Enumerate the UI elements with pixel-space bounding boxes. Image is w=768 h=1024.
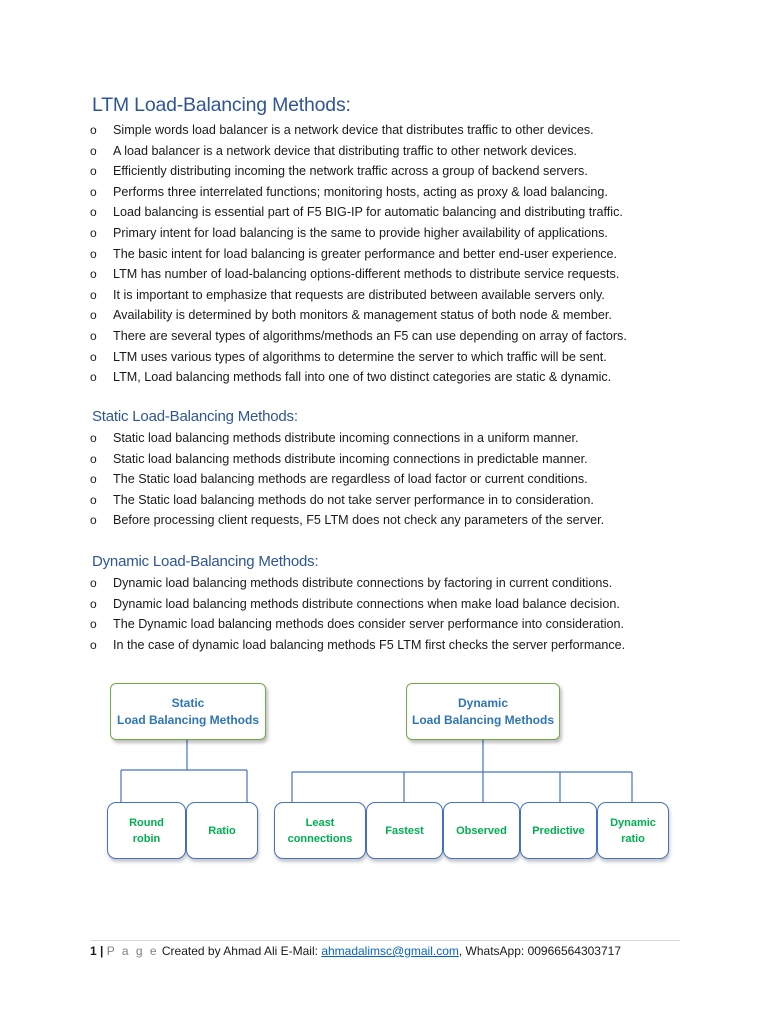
bullet-text: In the case of dynamic load balancing methods F5 LTM first checks the server performance. (113, 637, 626, 652)
method-label: Observed (456, 824, 507, 837)
method-label: Predictive (532, 824, 585, 837)
email-link[interactable]: ahmadalimsc@gmail.com (321, 944, 459, 958)
footer-separator: | (100, 944, 104, 958)
bullet-marker: o (90, 164, 97, 179)
bullet-text: Static load balancing methods distribute incoming connections in a uniform manner. (113, 431, 579, 445)
bullet-marker: o (90, 184, 97, 199)
bullet-text: The Static load balancing methods do not take server performance in to consideration. (113, 492, 594, 507)
bullet-text: Dynamic load balancing methods distribute connections by factoring in current conditions. (113, 576, 613, 590)
method-label: Ratio (208, 824, 236, 837)
method-label: Round (129, 816, 164, 829)
bullet-marker: o (90, 225, 97, 240)
bullet-marker: o (90, 576, 97, 590)
page-number: 1 (90, 944, 97, 958)
bullet-text: Simple words load balancer is a network device that distributes traffic to other devices. (113, 123, 594, 137)
method-ratio (186, 802, 258, 859)
bullet-marker: o (90, 143, 97, 158)
bullet-marker: o (90, 267, 97, 282)
bullet-text: Dynamic load balancing methods distribute connections when make load balance decision. (113, 596, 620, 611)
bullet-marker: o (90, 617, 97, 632)
bullet-marker: o (90, 349, 97, 364)
bullet-marker: o (90, 492, 97, 507)
footer-whatsapp: , WhatsApp: 00966564303717 (458, 944, 622, 958)
method-round-robin (107, 802, 186, 859)
method-label: ratio (621, 832, 645, 845)
bullet-text: Load balancing is essential part of F5 BIG-IP for automatic balancing and distributing traffic. (113, 205, 623, 220)
bullet-text: Efficiently distributing incoming the network traffic across a group of backend servers. (113, 164, 588, 179)
method-fastest (366, 802, 443, 859)
bullet-marker: o (90, 451, 97, 466)
bullet-marker: o (90, 472, 97, 487)
bullet-text: Performs three interrelated functions; monitoring hosts, acting as proxy & load balancing. (113, 184, 608, 199)
static-category-line1: Static (171, 695, 205, 710)
method-dynamic-ratio (597, 802, 669, 859)
bullet-marker: o (90, 328, 97, 343)
bullet-marker: o (90, 637, 97, 652)
bullet-text: It is important to emphasize that requests are distributed between available servers only. (113, 287, 605, 302)
bullet-text: LTM has number of load-balancing options-different methods to distribute service requests. (113, 267, 620, 282)
method-label: connections (287, 832, 353, 845)
dynamic-category-line2: Load Balancing Methods (411, 712, 554, 727)
bullet-text: There are several types of algorithms/methods an F5 can use depending on array of factors. (113, 328, 627, 343)
dynamic-category-box (406, 683, 560, 740)
bullet-text: LTM uses various types of algorithms to determine the server to which traffic will be sent. (113, 349, 607, 364)
bullet-text: Primary intent for load balancing is the same to provide higher availability of applications. (113, 225, 608, 240)
method-label: Fastest (385, 824, 424, 837)
page-footer (90, 944, 621, 958)
static-category-line2: Load Balancing Methods (116, 712, 259, 727)
method-label: robin (132, 832, 161, 845)
static-section-heading: Static Load-Balancing Methods: (92, 408, 298, 425)
bullet-text: The Dynamic load balancing methods does consider server performance into consideration. (113, 617, 625, 632)
method-predictive (520, 802, 597, 859)
footer-divider (90, 940, 680, 941)
bullet-text: Static load balancing methods distribute incoming connections in predictable manner. (113, 451, 588, 466)
bullet-marker: o (90, 205, 97, 220)
bullet-marker: o (90, 596, 97, 611)
bullet-text: The basic intent for load balancing is greater performance and better end-user experience. (113, 246, 618, 261)
bullet-marker: o (90, 246, 97, 261)
bullet-marker: o (90, 370, 97, 385)
static-category-box (110, 683, 266, 740)
bullet-text: Availability is determined by both monitors & management status of both node & member. (113, 308, 612, 323)
bullet-marker: o (90, 123, 97, 137)
page-title: LTM Load-Balancing Methods: (92, 94, 351, 116)
bullet-marker: o (90, 308, 97, 323)
method-label: Dynamic (610, 816, 656, 829)
dynamic-section-heading: Dynamic Load-Balancing Methods: (92, 553, 319, 570)
bullet-text: LTM, Load balancing methods fall into one of two distinct categories are static & dynamic. (113, 370, 612, 385)
bullet-text: A load balancer is a network device that distributing traffic to other network devices. (113, 143, 577, 158)
bullet-marker: o (90, 287, 97, 302)
method-label: Least (305, 816, 335, 829)
bullet-marker: o (90, 513, 97, 528)
bullet-text: The Static load balancing methods are regardless of load factor or current conditions. (113, 472, 588, 487)
footer-created-by: Created by Ahmad Ali E-Mail: (161, 944, 318, 958)
bullet-marker: o (90, 431, 97, 445)
bullet-text: Before processing client requests, F5 LTM does not check any parameters of the server. (113, 513, 605, 528)
dynamic-category-line1: Dynamic (457, 695, 509, 710)
method-least-connections (274, 802, 366, 859)
page-label: P a g e (106, 944, 159, 958)
method-observed (443, 802, 520, 859)
